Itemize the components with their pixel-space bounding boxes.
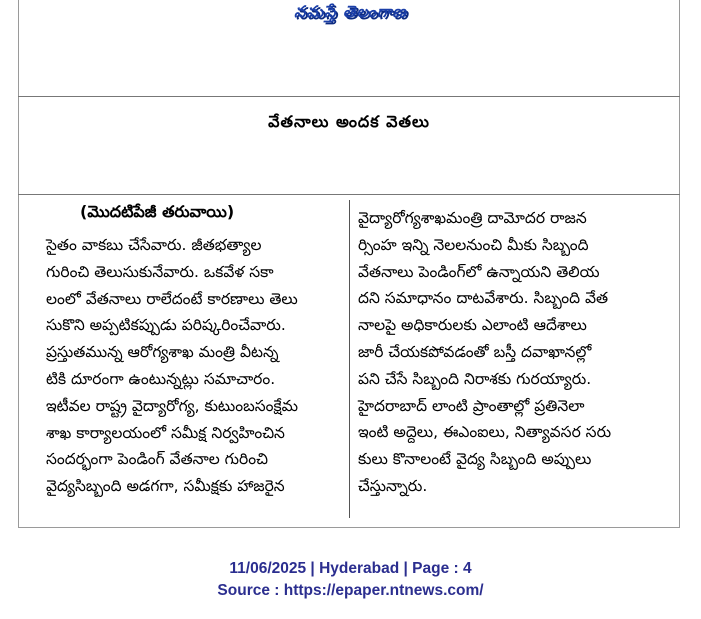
text-line: టికి దూరంగా ఉంటున్నట్లు సమాచారం. [46, 369, 276, 388]
text-line: హైదరాబాద్ లాంటి ప్రాంతాల్లో ప్రతినెలా [358, 396, 585, 415]
text-line: లంలో వేతనాలు రాలేదంటే కారణాలు తెలు [46, 289, 298, 308]
text-line: సుకొని అప్పటికప్పుడు పరిష్కరించేవారు. [46, 316, 286, 335]
text-line: సైతం వాకబు చేసేవారు. జీతభత్యాల [46, 236, 262, 254]
footer-date-line: 11/06/2025 | Hyderabad | Page : 4 [229, 560, 472, 577]
text-line: గురించి తెలుసుకునేవారు. ఒకవేళ సకా [46, 262, 274, 281]
headline-divider [18, 194, 680, 195]
masthead [0, 0, 701, 78]
text-line: కులు కొనాలంటే వైద్య సిబ్బంది అప్పులు [358, 450, 592, 469]
text-line: జారీ చేయకపోవడంతో బస్తీ దవాఖానల్లో [358, 342, 592, 361]
text-line: శాఖ కార్యాలయంలో సమీక్ష నిర్వహించిన [46, 423, 285, 442]
text-line: నాలపై అధికారులకు ఎలాంటి ఆదేశాలు [358, 316, 587, 335]
text-line: ఇంటి అద్దెలు, ఈఎంఐలు, నిత్యావసర సరు [358, 423, 612, 442]
text-line: వైద్యసిబ్బంది అడగగా, సమీక్షకు హాజరైన [46, 477, 285, 496]
text-line: దని సమాధానం దాటవేశారు. సిబ్బంది వేత [358, 289, 609, 308]
article-headline: వేతనాలు అందక వెతలు [268, 112, 430, 131]
masthead-logo: నమస్తే తెలంగాణ [294, 2, 407, 21]
top-divider [18, 96, 680, 97]
left-column [46, 232, 346, 500]
column-separator [349, 200, 350, 518]
text-line: సందర్భంగా పెండింగ్ వేతనాల గురించి [46, 450, 268, 469]
text-line: వైద్యారోగ్యశాఖమంత్రి దామోదర రాజన [358, 209, 587, 227]
text-line: చేస్తున్నారు. [358, 476, 428, 495]
text-line: ఇటీవల రాష్ట్ర వైద్యారోగ్య, కుటుంబసంక్షేమ [46, 396, 298, 415]
right-column [358, 205, 668, 500]
text-line: వేతనాలు పెండింగ్‌లో ఉన్నాయని తెలియ [358, 262, 600, 281]
text-line: ర్సింహ ఇన్ని నెలలనుంచి మీకు సిబ్బంది [358, 235, 589, 254]
text-line: ప్రస్తుతమున్న ఆరోగ్యశాఖ మంత్రి వీటన్న [46, 343, 279, 362]
continued-label: (మొదటిపేజీ తరువాయి) [80, 202, 235, 221]
footer-source-line: Source : https://epaper.ntnews.com/ [217, 582, 484, 599]
text-line: పని చేసే సిబ్బంది నిరాశకు గురయ్యారు. [358, 369, 592, 388]
